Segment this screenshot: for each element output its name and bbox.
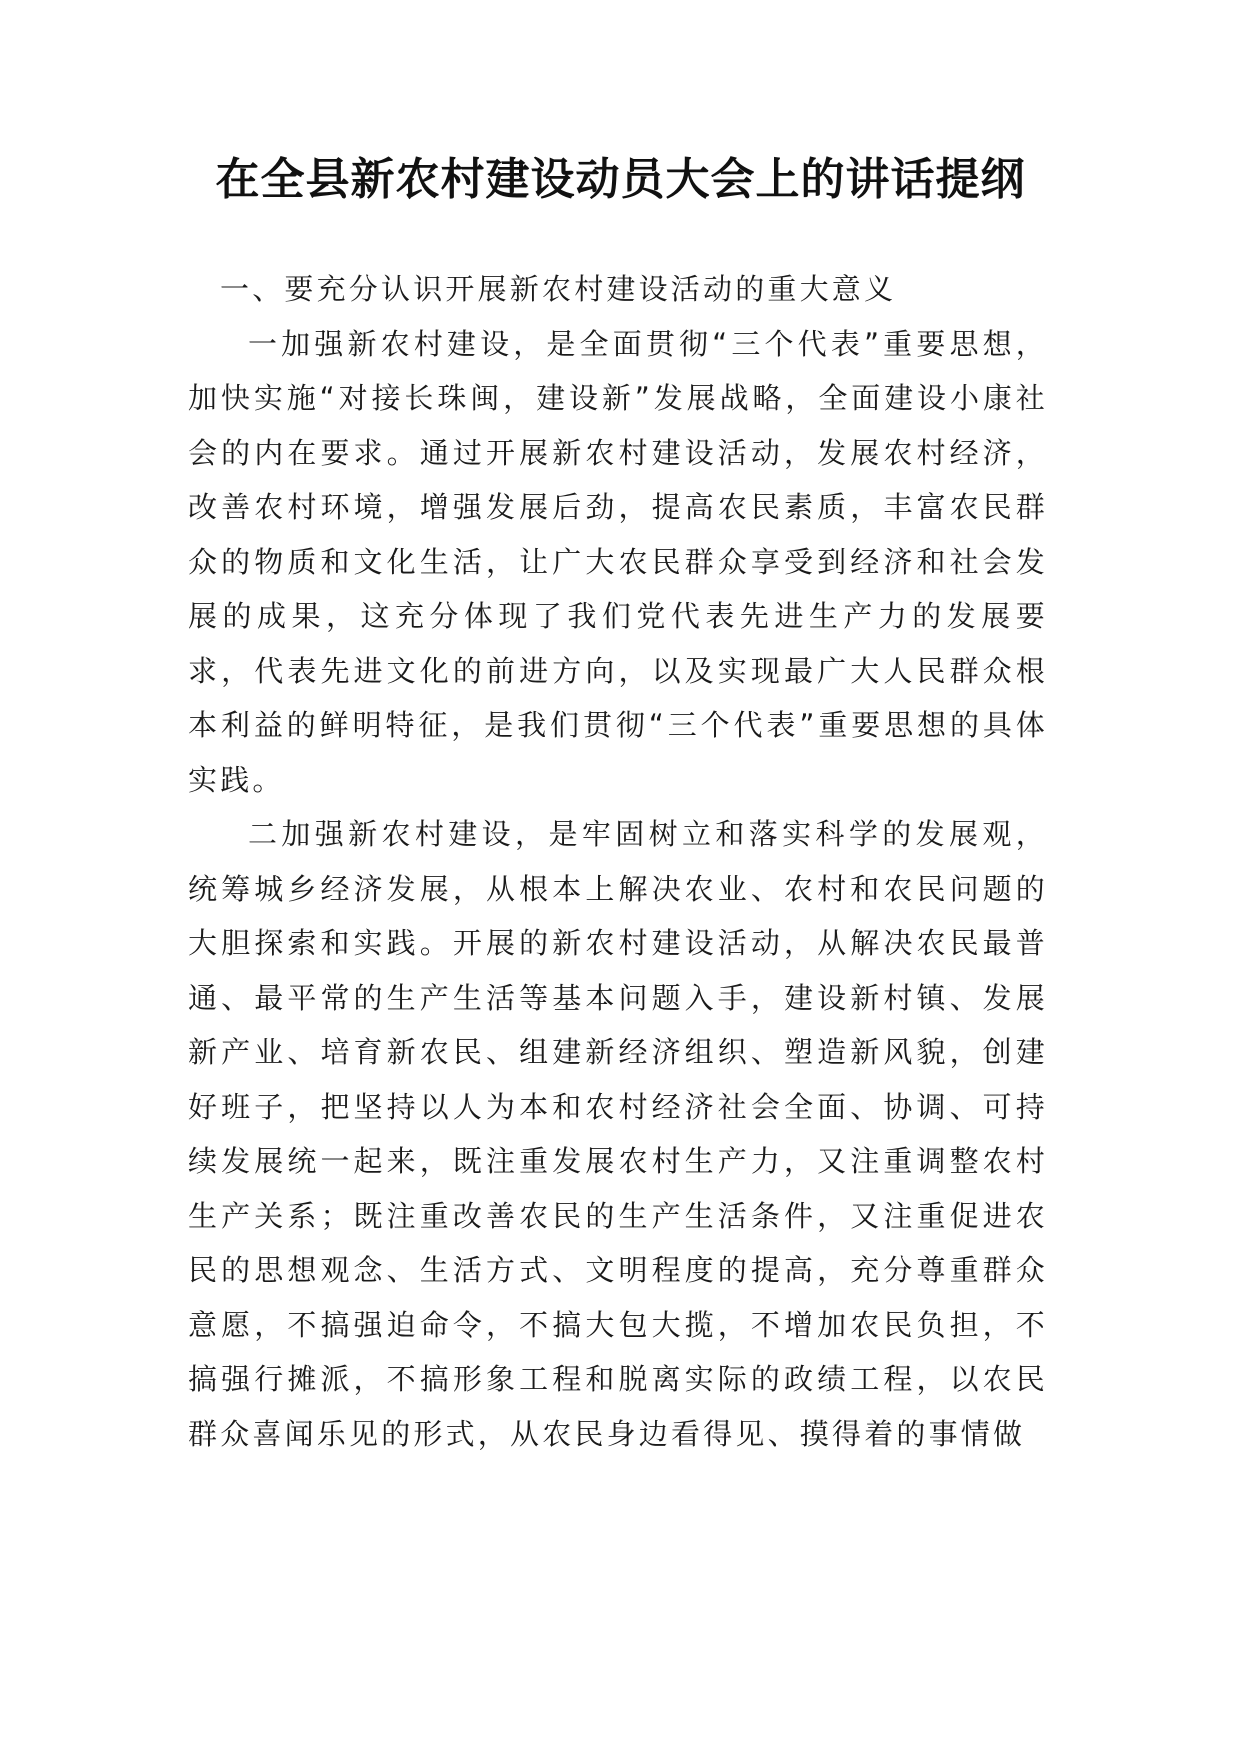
section-heading: 一、要充分认识开展新农村建设活动的重大意义 [220, 272, 897, 306]
paragraph-2: 二加强新农村建设，是牢固树立和落实科学的发展观，统筹城乡经济发展，从根本上解决农业、农村和农民问题的大胆探索和实践。开展的新农村建设活动，从解决农民最普通、最平常的生产生活等基本问题入手，建设新村镇、发展新产业、培育新农民、组建新经济组织、塑造新风貌，创建好班子，把坚持以人为本和农村经济社会全面、协调、可持续发展统一起来，既注重发展农村生产力，又注重调整农村生产关系；既注重改善农民的生产生活条件，又注重促进农民的思想观念、生活方式、文明程度的提高，充分尊重群众意愿，不搞强迫命令，不搞大包大揽，不增加农民负担，不搞强行摊派，不搞形象工程和脱离实际的政绩工程，以农民群众喜闻乐见的形式，从农民身边看得见、摸得着的事情做 [188, 817, 1048, 1451]
paragraph-1: 一加强新农村建设，是全面贯彻“三个代表”重要思想，加快实施“对接长珠闽，建设新”发展战略，全面建设小康社会的内在要求。通过开展新农村建设活动，发展农村经济，改善农村环境，增强发展后劲，提高农民素质，丰富农民群众的物质和文化生活，让广大农民群众享受到经济和社会发展的成果，这充分体现了我们党代表先进生产力的发展要求，代表先进文化的前进方向，以及实现最广大人民群众根本利益的鲜明特征，是我们贯彻“三个代表”重要思想的具体实践。 [188, 326, 1048, 797]
document-title: 在全县新农村建设动员大会上的讲话提纲 [215, 154, 1026, 205]
document-body [188, 262, 1048, 1461]
